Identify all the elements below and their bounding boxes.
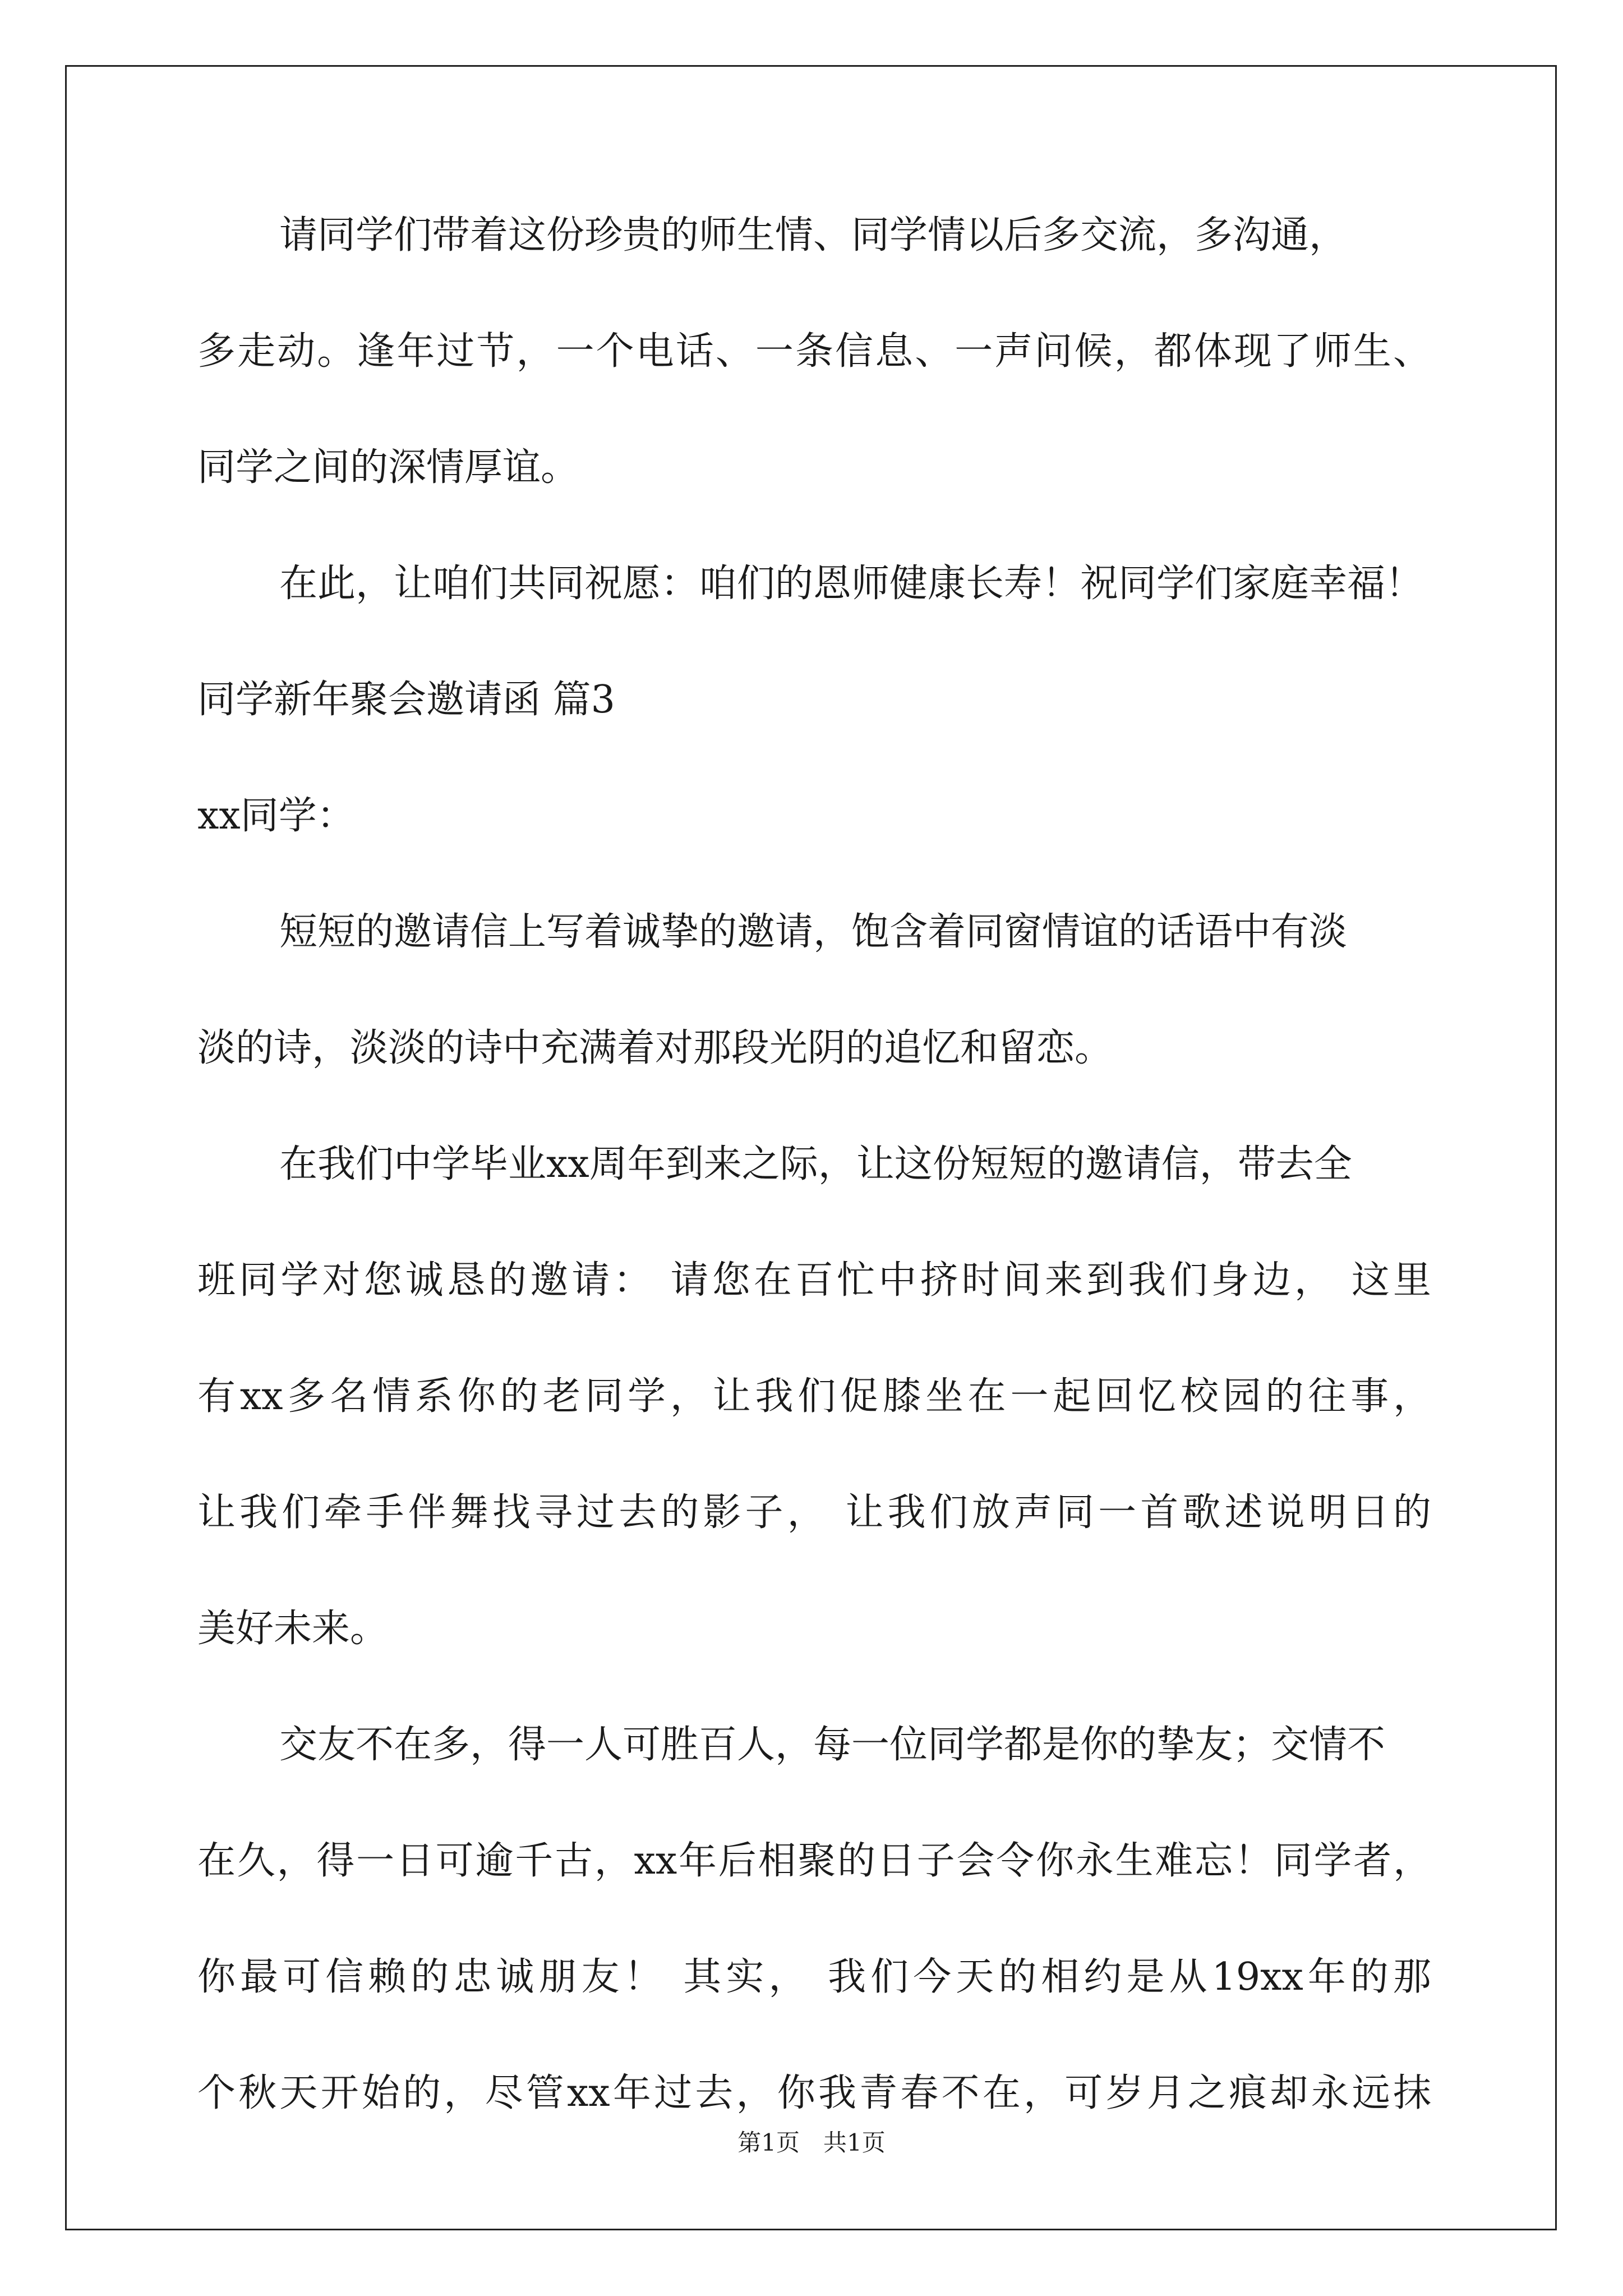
paragraph-line: 短短的邀请信上写着诚挚的邀请，饱含着同窗情谊的话语中有淡 (279, 910, 1348, 954)
paragraph-line: 同学之间的深情厚谊。 (197, 445, 579, 490)
section-heading: 同学新年聚会邀请函 篇3 (197, 678, 615, 722)
paragraph-line: 班同学对您诚恳的邀请： 请您在百忙中挤时间来到我们身边， 这里 (197, 1258, 1431, 1303)
paragraph-line: 个秋天开始的，尽管xx年过去，你我青春不在，可岁月之痕却永远抹 (197, 2071, 1431, 2115)
page-footer: 第1页 共1页 (737, 2129, 886, 2156)
paragraph-line: 淡的诗，淡淡的诗中充满着对那段光阴的追忆和留恋。 (197, 1026, 1113, 1070)
paragraph-line: 美好未来。 (197, 1607, 389, 1651)
paragraph-line: 多走动。逢年过节，一个电话、一条信息、一声问候，都体现了师生、 (197, 329, 1431, 374)
paragraph-line: 让我们牵手伴舞找寻过去的影子， 让我们放声同一首歌述说明日的 (197, 1490, 1431, 1535)
paragraph-line: 在此，让咱们共同祝愿：咱们的恩师健康长寿！祝同学们家庭幸福！ (279, 562, 1424, 606)
paragraph-line: 有xx多名情系你的老同学，让我们促膝坐在一起回忆校园的往事， (197, 1374, 1431, 1419)
paragraph-line: 在久，得一日可逾千古，xx年后相聚的日子会令你永生难忘！同学者， (197, 1839, 1431, 1883)
paragraph-line: 请同学们带着这份珍贵的师生情、同学情以后多交流，多沟通， (279, 213, 1348, 257)
paragraph-line: 你最可信赖的忠诚朋友！ 其实， 我们今天的相约是从19xx年的那 (197, 1955, 1431, 1999)
document-body (197, 213, 1431, 2187)
paragraph-line: 交友不在多，得一人可胜百人，每一位同学都是你的挚友；交情不 (279, 1723, 1386, 1767)
paragraph-line: 在我们中学毕业xx周年到来之际，让这份短短的邀请信，带去全 (279, 1142, 1352, 1186)
salutation: xx同学： (197, 794, 355, 838)
